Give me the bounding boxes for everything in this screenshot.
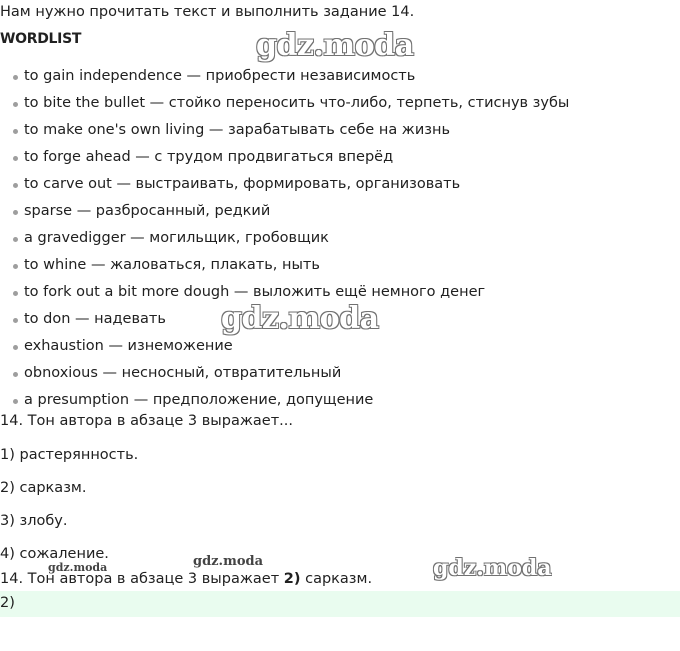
list-item: to whine — жаловаться, плакать, ныть	[0, 252, 680, 279]
list-item: to don — надевать	[0, 306, 680, 333]
list-item: a gravedigger — могильщик, гробовщик	[0, 225, 680, 252]
wordlist	[0, 63, 680, 414]
bullet-icon	[13, 75, 18, 80]
bullet-icon	[13, 102, 18, 107]
wordlist-title: WORDLIST	[0, 31, 82, 47]
watermark-logo: gdz.moda	[221, 301, 379, 336]
list-item: sparse — разбросанный, редкий	[0, 198, 680, 225]
answer-highlight	[0, 591, 680, 617]
bullet-icon	[13, 237, 18, 242]
option-1: 1) растерянность.	[0, 447, 139, 463]
bullet-icon	[13, 318, 18, 323]
bullet-icon	[13, 399, 18, 404]
list-item: exhaustion — изнеможение	[0, 333, 680, 360]
answer-text: 2)	[0, 595, 15, 611]
option-4: 4) сожаление.	[0, 546, 109, 562]
watermark-logo: gdz.moda	[433, 555, 552, 581]
watermark-logo: gdz.moda	[193, 554, 264, 569]
bullet-icon	[13, 183, 18, 188]
bullet-icon	[13, 129, 18, 134]
question-text: 14. Тон автора в абзаце 3 выражает...	[0, 413, 293, 429]
result-text: 14. Тон автора в абзаце 3 выражает 2) сарказм.	[0, 571, 373, 587]
list-item: to make one's own living — зарабатывать себе на жизнь	[0, 117, 680, 144]
bullet-icon	[13, 156, 18, 161]
list-item: to bite the bullet — стойко переносить что-либо, терпеть, стиснув зубы	[0, 90, 680, 117]
list-item: obnoxious — несносный, отвратительный	[0, 360, 680, 387]
bullet-icon	[13, 345, 18, 350]
option-2: 2) сарказм.	[0, 480, 87, 496]
watermark-logo: gdz.moda	[48, 561, 108, 574]
list-item: to forge ahead — с трудом продвигаться вперёд	[0, 144, 680, 171]
bullet-icon	[13, 264, 18, 269]
bullet-icon	[13, 210, 18, 215]
bullet-icon	[13, 372, 18, 377]
list-item: to fork out a bit more dough — выложить ещё немного денег	[0, 279, 680, 306]
list-item: to gain independence — приобрести независимость	[0, 63, 680, 90]
intro-text: Нам нужно прочитать текст и выполнить задание 14.	[0, 4, 415, 20]
watermark-logo: gdz.moda	[256, 28, 414, 63]
option-3: 3) злобу.	[0, 513, 68, 529]
bullet-icon	[13, 291, 18, 296]
list-item: a presumption — предположение, допущение	[0, 387, 680, 414]
list-item: to carve out — выстраивать, формировать, организовать	[0, 171, 680, 198]
